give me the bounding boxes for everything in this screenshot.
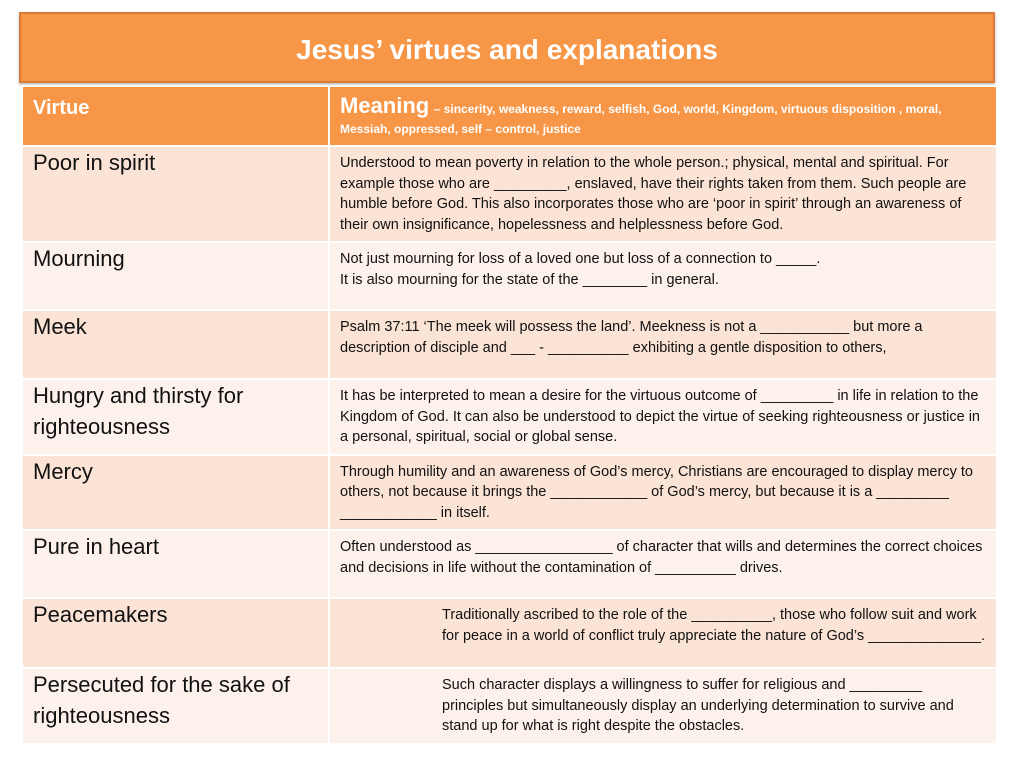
- table-row: [22, 455, 997, 531]
- table-row: [22, 146, 997, 242]
- meaning-cell: Often understood as _________________ of character that wills and determines the correct choices and decisions in life without the contamination of __________ drives.: [329, 530, 997, 598]
- meaning-cell: Understood to mean poverty in relation to the whole person.; physical, mental and spiritual. For example those who are _________, enslaved, have their rights taken from them. Such people are humble before God. This also incorporates those who are ‘poor in spirit’ through an awareness of their own insignificance, hopelessness and helplessness before God.: [329, 146, 997, 242]
- meaning-cell: Traditionally ascribed to the role of the __________, those who follow suit and work for peace in a world of conflict truly appreciate the nature of God’s ______________.: [329, 598, 997, 668]
- title-bar: [19, 12, 995, 83]
- table-row: [22, 242, 997, 310]
- virtue-column-header: Virtue: [22, 86, 329, 146]
- meaning-cell: Through humility and an awareness of God’s mercy, Christians are encouraged to display mercy to others, not because it brings the ____________ of God’s mercy, but because it is a _________ ____________ in itself.: [329, 455, 997, 531]
- virtue-cell: Mourning: [22, 242, 329, 310]
- virtue-cell: Mercy: [22, 455, 329, 531]
- table-row: [22, 668, 997, 744]
- table-row: [22, 530, 997, 598]
- meaning-header-title: Meaning: [340, 93, 430, 118]
- meaning-cell: [329, 242, 997, 310]
- meaning-line: Not just mourning for loss of a loved one but loss of a connection to _____.: [340, 251, 821, 267]
- meaning-word-bank: – sincerity, weakness, reward, selfish, God, world, Kingdom, virtuous disposition , moral, Messiah, oppressed, self – control, justice: [340, 102, 942, 136]
- virtue-cell: Persecuted for the sake of righteousness: [22, 668, 329, 744]
- page-title: Jesus’ virtues and explanations: [296, 33, 718, 65]
- virtue-cell: Peacemakers: [22, 598, 329, 668]
- meaning-cell: Psalm 37:11 ‘The meek will possess the land’. Meekness is not a ___________ but more a description of disciple and ___ - __________ exhibiting a gentle disposition to others,: [329, 310, 997, 379]
- virtue-cell: Pure in heart: [22, 530, 329, 598]
- virtue-cell: Meek: [22, 310, 329, 379]
- meaning-line: It is also mourning for the state of the ________ in general.: [340, 271, 719, 288]
- meaning-cell: It has be interpreted to mean a desire for the virtuous outcome of _________ in life in relation to the Kingdom of God. It can also be understood to depict the virtue of seeking righteousness or justice in a personal, spiritual, social or global sense.: [329, 379, 997, 455]
- table-row: [22, 310, 997, 379]
- meaning-cell: Such character displays a willingness to suffer for religious and _________ principles but simultaneously display an underlying determination to survive and stand up for what is right despite the obstacles.: [329, 668, 997, 744]
- virtue-cell: Poor in spirit: [22, 146, 329, 242]
- virtues-table: [21, 85, 998, 745]
- table-row: [22, 379, 997, 455]
- table-row: [22, 598, 997, 668]
- virtue-cell: Hungry and thirsty for righteousness: [22, 379, 329, 455]
- meaning-column-header: [329, 86, 997, 146]
- table-header-row: [22, 86, 997, 146]
